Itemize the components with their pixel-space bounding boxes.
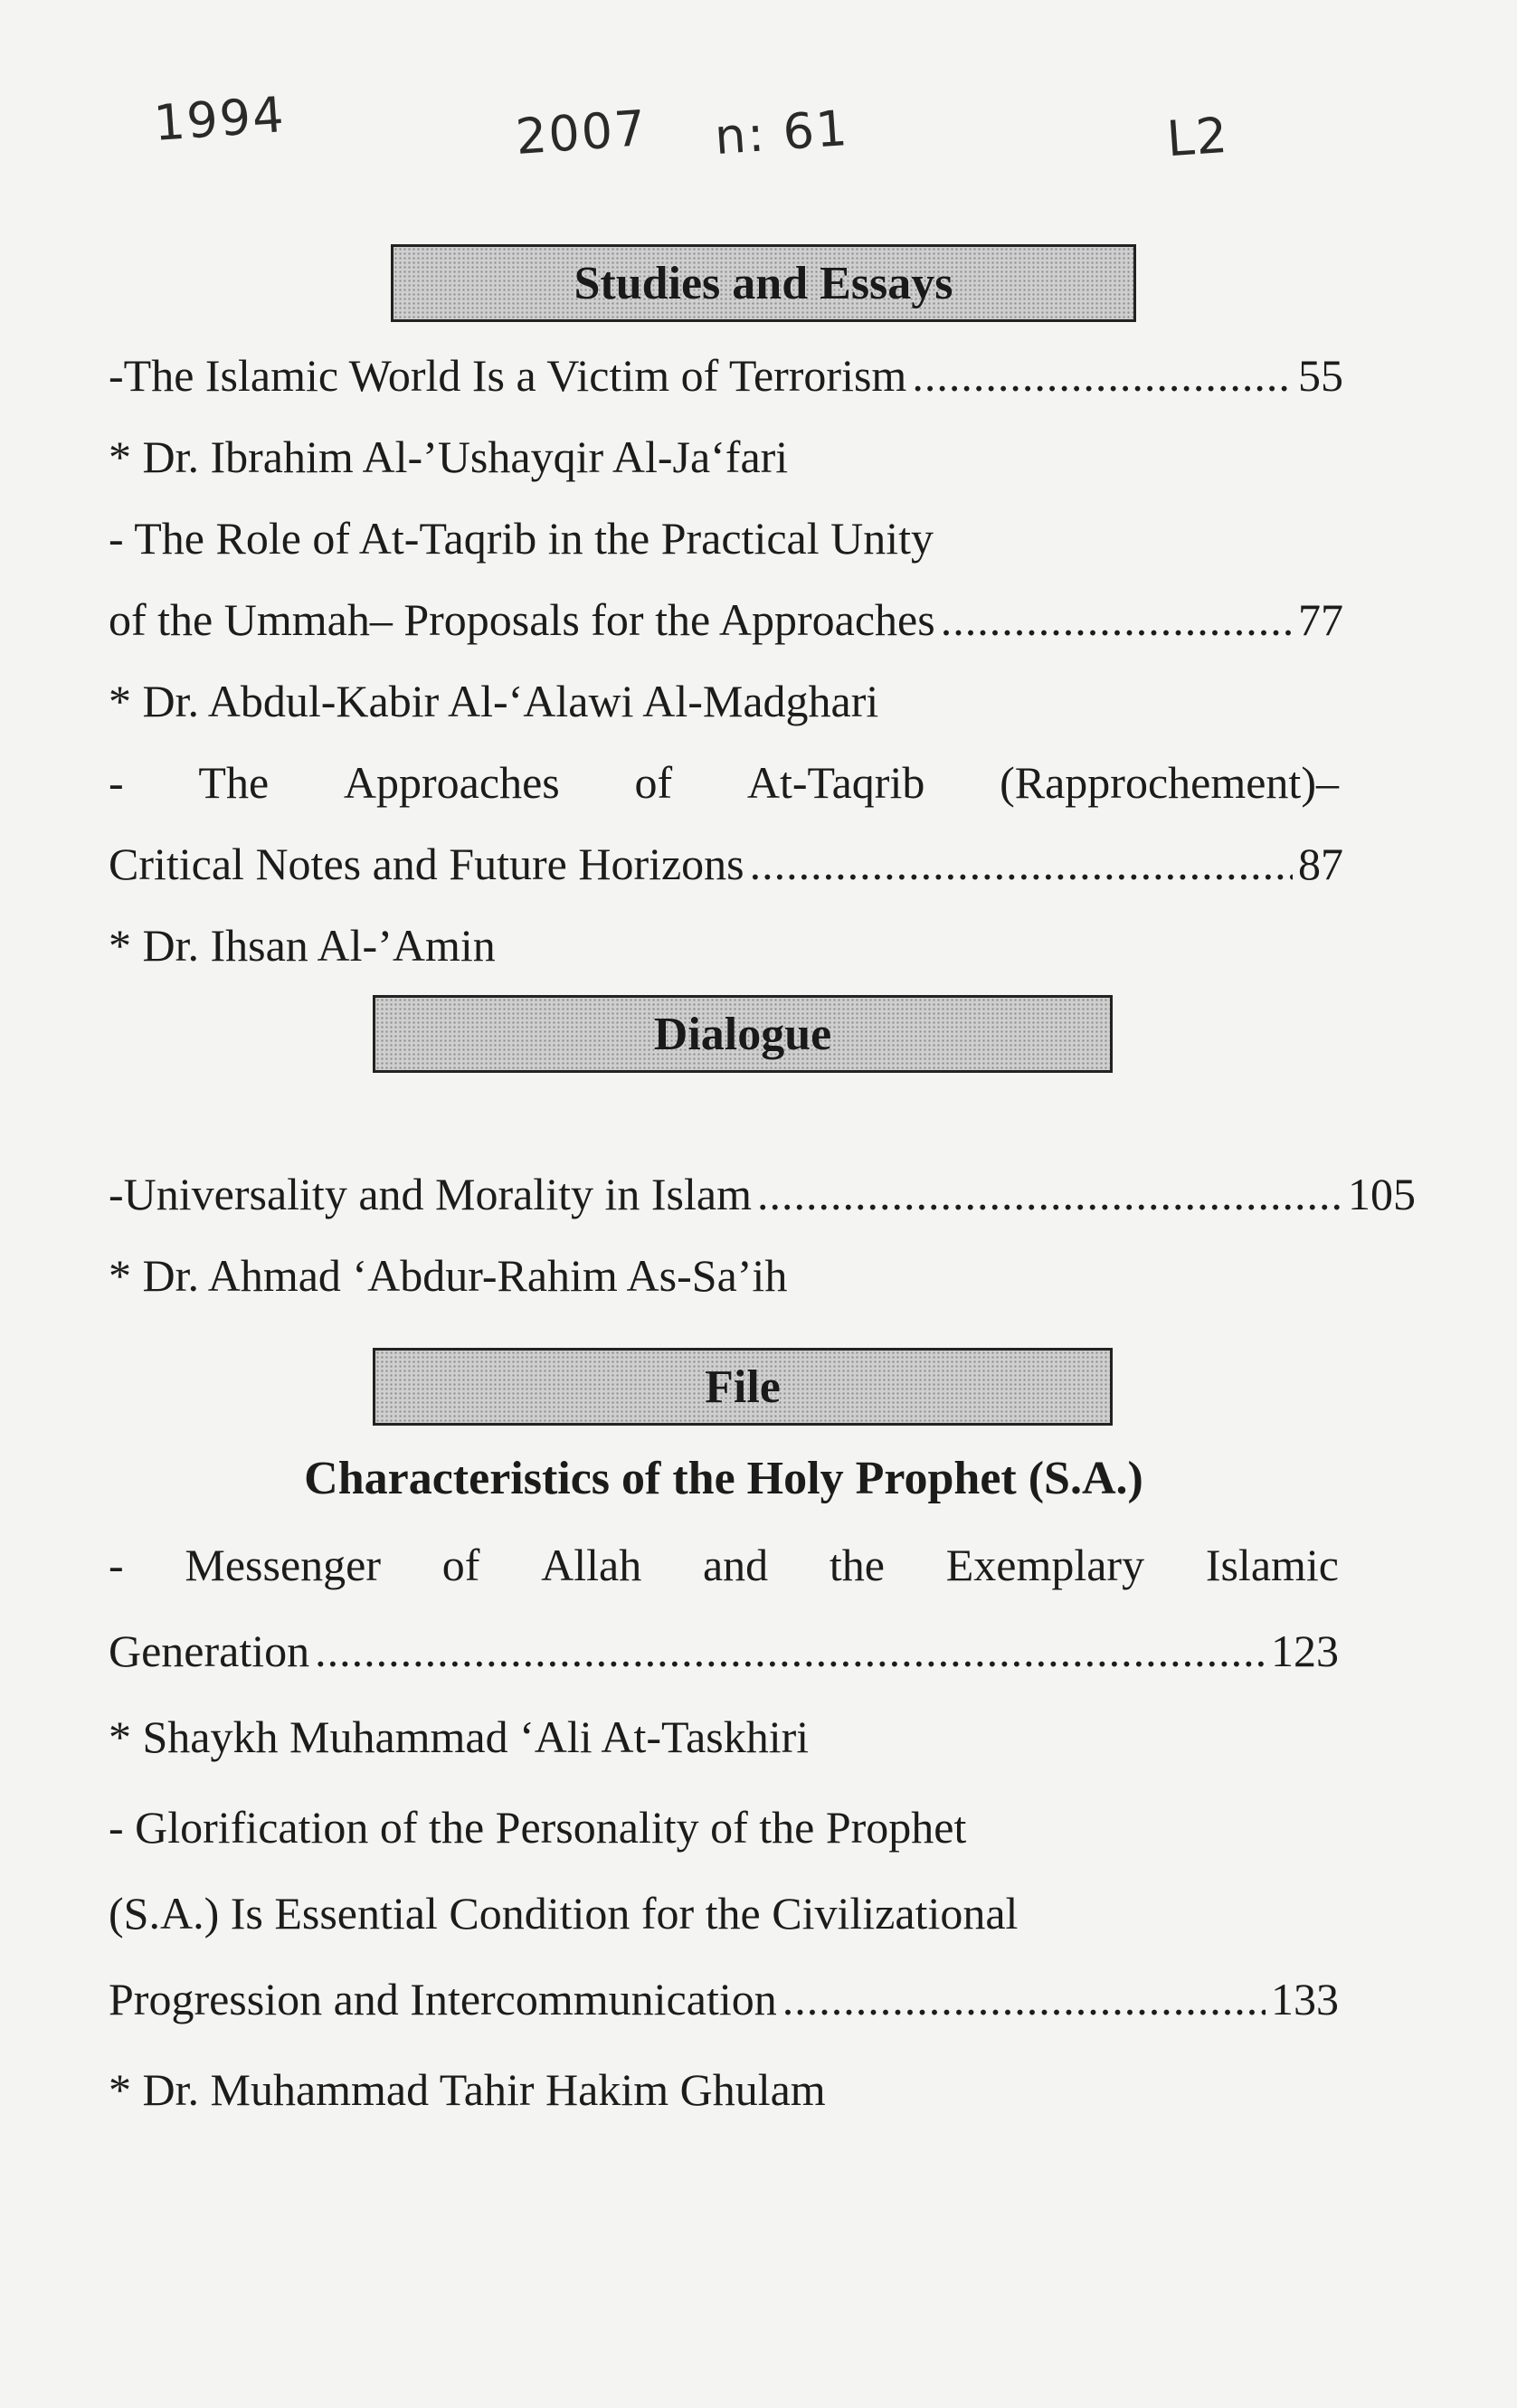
- section-title: Dialogue: [653, 1008, 832, 1060]
- entry-author: * Dr. Ibrahim Al-’Ushayqir Al-Ja‘fari: [109, 431, 789, 482]
- word: At-Taqrib: [746, 757, 925, 808]
- word: Exemplary: [945, 1540, 1145, 1590]
- word: Allah: [541, 1540, 642, 1590]
- dot-leader: [315, 1624, 1266, 1678]
- word: -: [109, 757, 124, 808]
- entry-title-line: - The Role of At-Taqrib in the Practical Unity: [109, 513, 934, 564]
- entry-author: * Shaykh Muhammad ‘Ali At-Taskhiri: [109, 1711, 810, 1762]
- entry-author: * Dr. Ahmad ‘Abdur-Rahim As-Sa’ih: [109, 1250, 788, 1301]
- section-header-file: [373, 1348, 1113, 1426]
- word: the: [829, 1540, 885, 1590]
- dot-leader: [750, 837, 1293, 891]
- entry-title-line: (S.A.) Is Essential Condition for the Civilizational: [109, 1888, 1019, 1939]
- entry-author: * Dr. Muhammad Tahir Hakim Ghulam: [109, 2064, 826, 2115]
- handwritten-note-right: L2: [1164, 106, 1231, 168]
- section-header-studies: [391, 244, 1136, 322]
- page-number: 105: [1348, 1169, 1416, 1219]
- section-title: File: [705, 1360, 781, 1413]
- toc-entry-terrorism[interactable]: [109, 348, 1343, 403]
- word: of: [634, 757, 673, 808]
- word: of: [441, 1540, 480, 1590]
- entry-title: Generation: [109, 1626, 310, 1676]
- word: Messenger: [185, 1540, 381, 1590]
- entry-title: -Universality and Morality in Islam: [109, 1169, 752, 1219]
- entry-author: * Dr. Ihsan Al-’Amin: [109, 920, 496, 971]
- toc-entry-messenger[interactable]: [109, 1624, 1339, 1678]
- entry-title: -The Islamic World Is a Victim of Terrorism: [109, 350, 907, 401]
- dot-leader: [782, 1972, 1266, 2026]
- section-title: Studies and Essays: [574, 257, 953, 309]
- entry-title-line-justified: [109, 755, 1339, 810]
- word: and: [702, 1540, 769, 1590]
- toc-entry-universality[interactable]: [109, 1167, 1416, 1221]
- page-number: 87: [1298, 839, 1343, 889]
- entry-title-line-justified: [109, 1538, 1339, 1592]
- word: The: [198, 757, 270, 808]
- entry-title-line: - Glorification of the Personality of the Prophet: [109, 1802, 967, 1853]
- word: -: [109, 1540, 124, 1590]
- page-number: 77: [1298, 594, 1343, 645]
- page-number: 133: [1271, 1974, 1339, 2024]
- handwritten-note-middle: 2007: [513, 100, 649, 166]
- toc-entry-glorification[interactable]: [109, 1972, 1339, 2026]
- word: (Rapprochement)–: [1000, 757, 1339, 808]
- dot-leader: [912, 348, 1293, 403]
- entry-title: of the Ummah– Proposals for the Approaches: [109, 594, 935, 645]
- entry-author: * Dr. Abdul-Kabir Al-‘Alawi Al-Madghari: [109, 676, 879, 726]
- handwritten-note-left: 1994: [151, 86, 288, 152]
- page-number: 123: [1271, 1626, 1339, 1676]
- entry-title: Progression and Intercommunication: [109, 1974, 777, 2024]
- toc-entry-taqrib-unity[interactable]: [109, 593, 1343, 647]
- dot-leader: [941, 593, 1293, 647]
- toc-entry-taqrib-approaches[interactable]: [109, 837, 1343, 891]
- word: Islamic: [1205, 1540, 1339, 1590]
- file-subheading: Characteristics of the Holy Prophet (S.A.): [304, 1453, 1143, 1504]
- handwritten-note-number: n: 61: [712, 99, 851, 166]
- page-number: 55: [1298, 350, 1343, 401]
- word: Approaches: [343, 757, 560, 808]
- entry-title: Critical Notes and Future Horizons: [109, 839, 744, 889]
- section-header-dialogue: [373, 995, 1113, 1073]
- dot-leader: [757, 1167, 1342, 1221]
